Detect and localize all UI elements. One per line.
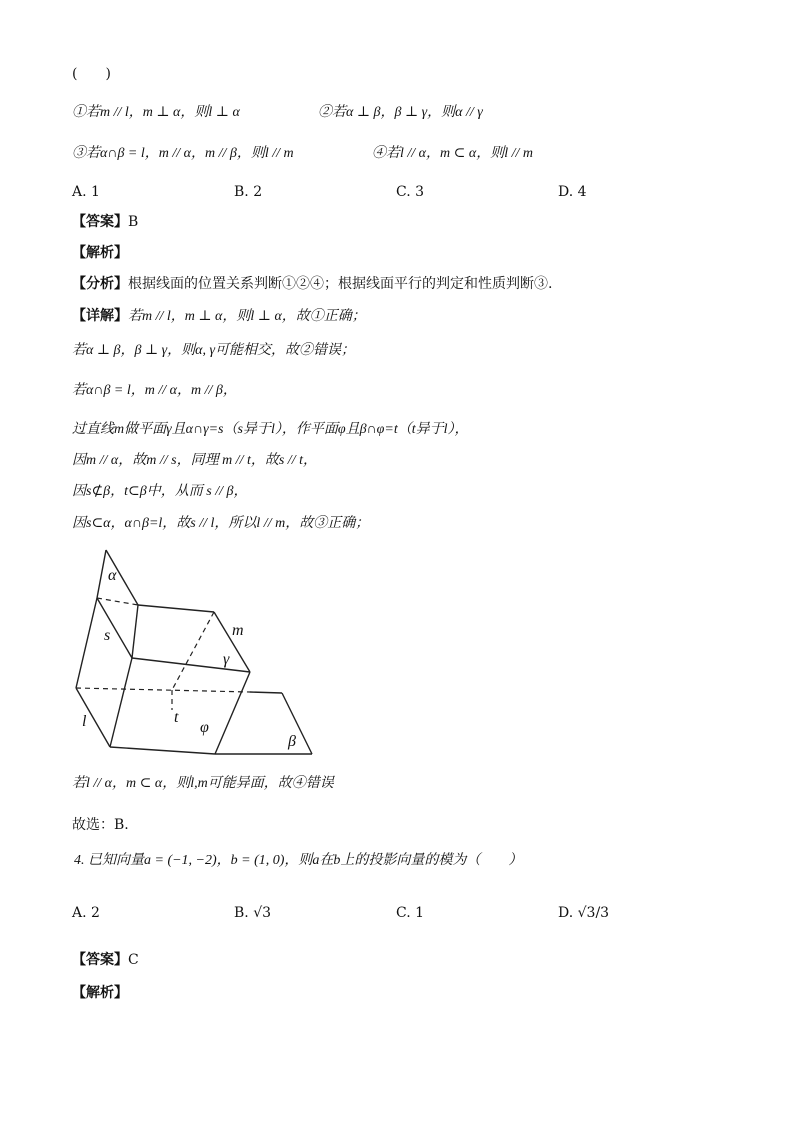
q3-answer <box>72 212 138 232</box>
analysis-heading: 【解析】 <box>72 245 128 261</box>
detail-line: 因s⊂α，α∩β=l，故s // l，所以l // m，故③正确； <box>72 516 370 531</box>
statement-1: ①若m // l，m ⊥ α，则l ⊥ α <box>72 105 240 120</box>
detail-line-4: 若l // α，m ⊂ α，则l,m可能异面，故④错误 <box>72 776 334 791</box>
q4-option-b: B. √3 <box>234 905 272 921</box>
q3-option-d: D. 4 <box>558 184 587 200</box>
answer-label: 【答案】 <box>72 214 128 230</box>
q4-answer-value: C <box>128 952 139 968</box>
q3-option-b: B. 2 <box>234 184 263 200</box>
choose-line: 故选：B. <box>72 817 129 833</box>
q4-analysis-heading: 【解析】 <box>72 985 128 1001</box>
fenxi-line <box>72 274 552 294</box>
m-line <box>214 612 250 672</box>
statement-3: ③若α∩β = l，m // α，m // β，则l // m <box>72 146 294 161</box>
hidden-edge <box>76 688 250 692</box>
statement-4: ④若l // α，m ⊂ α，则l // m <box>372 146 533 161</box>
label-alpha: α <box>108 567 117 584</box>
detail-line: 若α∩β = l，m // α，m // β， <box>72 383 237 398</box>
detail-line: 若α ⊥ β，β ⊥ γ，则α, γ可能相交，故②错误； <box>72 343 356 358</box>
hidden-edge <box>172 612 214 690</box>
q4-option-c: C. 1 <box>396 905 425 921</box>
q4-option-a: A. 2 <box>72 905 100 921</box>
phi-edge <box>215 672 250 754</box>
label-t: t <box>174 709 179 726</box>
geometry-figure <box>60 540 340 770</box>
q4-answer-label: 【答案】 <box>72 952 128 968</box>
fenxi-label: 【分析】 <box>72 276 128 292</box>
answer-value: B <box>128 214 139 230</box>
alpha-edge <box>97 550 106 598</box>
gamma-edge <box>132 658 250 672</box>
s-line <box>132 605 138 658</box>
q3-option-a: A. 1 <box>72 184 100 200</box>
beta-edge <box>250 692 282 693</box>
question-paren: ( ) <box>72 66 111 82</box>
fenxi-text: 根据线面的位置关系判断①②④；根据线面平行的判定和性质判断③. <box>128 276 553 292</box>
q4-question: 4. 已知向量a = (−1, −2)，b = (1, 0)，则a在b上的投影向量的模为（ ） <box>74 853 523 868</box>
detail-line: 过直线m做平面γ且α∩γ=s（s异于l），作平面φ且β∩φ=t（t异于l）， <box>72 422 469 437</box>
label-l: l <box>82 713 87 730</box>
xiangjie-text: 若m // l，m ⊥ α，则l ⊥ α，故①正确； <box>128 309 366 324</box>
q4-option-d: D. √3/3 <box>558 905 610 921</box>
alpha-edge <box>97 598 132 658</box>
label-m: m <box>232 622 244 639</box>
alpha-edge <box>110 658 132 747</box>
hidden-edge <box>97 598 138 605</box>
label-s: s <box>104 627 111 644</box>
xiangjie-label: 【详解】 <box>72 308 128 324</box>
label-phi: φ <box>200 719 209 736</box>
statement-2: ②若α ⊥ β，β ⊥ γ，则α // γ <box>318 105 483 120</box>
beta-edge <box>282 693 312 754</box>
label-beta: β <box>288 733 296 750</box>
detail-line: 因m // α，故m // s，同理 m // t，故s // t， <box>72 453 317 468</box>
gamma-edge <box>138 605 214 612</box>
detail-line: 因s⊄β，t⊂β中，从而 s // β， <box>72 484 248 499</box>
q4-answer <box>72 950 139 970</box>
t-line <box>110 747 215 754</box>
xiangjie-line <box>72 306 366 327</box>
q3-option-c: C. 3 <box>396 184 425 200</box>
alpha-edge <box>76 598 97 688</box>
label-gamma: γ <box>223 651 230 668</box>
